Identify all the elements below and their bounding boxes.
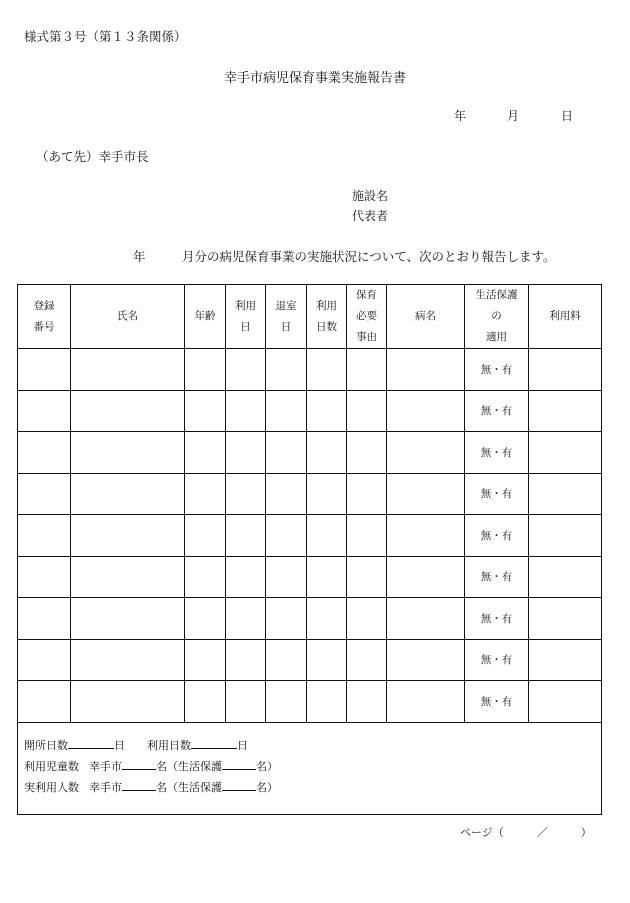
column-header-text: 番号 — [33, 320, 55, 333]
open-days-unit: 日 — [114, 738, 125, 752]
table-cell[interactable] — [387, 473, 465, 515]
children-count-label: 利用児童数 — [24, 759, 79, 773]
table-cell[interactable] — [347, 515, 387, 557]
table-cell[interactable] — [387, 390, 465, 432]
table-cell[interactable] — [185, 639, 226, 681]
column-header-text: 日 — [240, 320, 251, 333]
report-year-label: 年 — [133, 249, 146, 264]
table-cell[interactable] — [266, 390, 307, 432]
table-cell[interactable] — [307, 639, 347, 681]
table-cell[interactable] — [185, 598, 226, 640]
document-title: 幸手市病児保育事業実施報告書 — [223, 71, 406, 86]
table-row — [18, 432, 602, 474]
table-cell[interactable] — [71, 681, 185, 723]
table-cell[interactable] — [71, 432, 185, 474]
column-header — [387, 285, 465, 349]
table-cell[interactable] — [387, 349, 465, 391]
welfare-cell[interactable] — [465, 432, 529, 474]
table-cell[interactable] — [71, 639, 185, 681]
table-row — [18, 598, 602, 640]
actual-welfare-blank[interactable] — [222, 778, 256, 791]
welfare-choice-text: 無・有 — [480, 571, 513, 584]
table-cell[interactable] — [226, 556, 266, 598]
column-header — [185, 285, 226, 349]
date-year-label: 年 — [454, 109, 467, 123]
use-days-label: 利用日数 — [147, 738, 191, 752]
summary-line-children — [24, 756, 601, 777]
table-cell[interactable] — [18, 556, 71, 598]
representative-label: 代表者 — [352, 209, 389, 223]
table-row — [18, 639, 602, 681]
table-cell[interactable] — [71, 598, 185, 640]
table-cell[interactable] — [347, 473, 387, 515]
table-cell[interactable] — [266, 515, 307, 557]
column-header — [529, 285, 602, 349]
column-header — [266, 285, 307, 349]
count-unit: 名 — [156, 780, 167, 794]
table-cell[interactable] — [71, 556, 185, 598]
report-table — [17, 284, 602, 815]
table-cell[interactable] — [266, 681, 307, 723]
column-header — [347, 285, 387, 349]
column-header-text: 退室 — [275, 299, 297, 312]
table-cell[interactable] — [185, 681, 226, 723]
table-cell[interactable] — [307, 349, 347, 391]
column-header-text: 生活保護 — [475, 289, 518, 301]
table-cell[interactable] — [226, 681, 266, 723]
table-cell[interactable] — [266, 598, 307, 640]
table-cell[interactable] — [71, 390, 185, 432]
table-cell[interactable] — [185, 473, 226, 515]
use-days-blank[interactable] — [191, 736, 237, 749]
column-header-text: 病名 — [415, 310, 436, 322]
children-welfare-blank[interactable] — [222, 757, 256, 770]
welfare-choice-text: 無・有 — [480, 488, 513, 501]
column-header-text: 必要 — [356, 310, 377, 322]
welfare-choice-text: 無・有 — [480, 654, 513, 667]
table-cell[interactable] — [529, 598, 602, 640]
welfare-open-label: （生活保護 — [167, 759, 222, 773]
table-cell[interactable] — [387, 639, 465, 681]
column-header — [307, 285, 347, 349]
column-header-text: 事由 — [356, 331, 377, 343]
table-cell[interactable] — [307, 473, 347, 515]
table-cell[interactable] — [266, 473, 307, 515]
date-day-label: 日 — [561, 109, 574, 123]
table-cell[interactable] — [266, 556, 307, 598]
open-days-label: 開所日数 — [24, 738, 68, 752]
welfare-close-label: 名） — [256, 759, 278, 773]
column-header-text: 適用 — [486, 331, 507, 343]
table-cell[interactable] — [18, 598, 71, 640]
column-header-text: 氏名 — [117, 310, 138, 322]
column-header — [71, 285, 185, 349]
table-cell[interactable] — [226, 432, 266, 474]
column-header-text: 保育 — [356, 289, 377, 301]
table-cell[interactable] — [387, 515, 465, 557]
table-cell[interactable] — [266, 349, 307, 391]
table-cell[interactable] — [307, 515, 347, 557]
table-cell[interactable] — [529, 432, 602, 474]
welfare-cell[interactable] — [465, 515, 529, 557]
summary-cell — [18, 722, 602, 814]
date-month-label: 月 — [507, 109, 520, 123]
table-cell[interactable] — [18, 390, 71, 432]
welfare-choice-text: 無・有 — [480, 695, 513, 708]
table-cell[interactable] — [266, 639, 307, 681]
column-header-text: の — [491, 310, 502, 322]
table-cell[interactable] — [529, 390, 602, 432]
table-cell[interactable] — [347, 390, 387, 432]
summary-line-days — [24, 735, 601, 756]
table-cell[interactable] — [226, 639, 266, 681]
table-row — [18, 473, 602, 515]
table-row — [18, 349, 602, 391]
welfare-choice-text: 無・有 — [480, 612, 513, 625]
table-cell[interactable] — [347, 639, 387, 681]
welfare-cell[interactable] — [465, 556, 529, 598]
table-cell[interactable] — [387, 432, 465, 474]
actual-users-blank[interactable] — [122, 778, 156, 791]
table-cell[interactable] — [387, 681, 465, 723]
summary-line-actual — [24, 777, 601, 798]
column-header-text: 日 — [280, 320, 292, 333]
table-cell[interactable] — [185, 432, 226, 474]
actual-users-label: 実利用人数 — [24, 780, 79, 794]
table-cell[interactable] — [387, 598, 465, 640]
table-cell[interactable] — [226, 349, 266, 391]
welfare-cell[interactable] — [465, 390, 529, 432]
column-header — [465, 285, 529, 349]
table-cell[interactable] — [529, 515, 602, 557]
column-header — [18, 285, 71, 349]
table-cell[interactable] — [18, 681, 71, 723]
page-number: ページ（ ／ ） — [460, 826, 592, 839]
welfare-cell[interactable] — [465, 473, 529, 515]
open-days-blank[interactable] — [68, 736, 114, 749]
table-cell[interactable] — [307, 556, 347, 598]
table-cell[interactable] — [226, 473, 266, 515]
table-cell[interactable] — [529, 639, 602, 681]
welfare-cell[interactable] — [465, 681, 529, 723]
table-cell[interactable] — [185, 390, 226, 432]
table-row — [18, 681, 602, 723]
count-unit: 名 — [156, 759, 167, 773]
facility-name-label: 施設名 — [352, 189, 389, 203]
welfare-cell[interactable] — [465, 639, 529, 681]
column-header-text: 日数 — [316, 320, 337, 333]
table-cell[interactable] — [307, 598, 347, 640]
table-cell[interactable] — [71, 349, 185, 391]
table-row — [18, 390, 602, 432]
table-cell[interactable] — [529, 681, 602, 723]
form-number: 様式第３号（第１３条関係） — [24, 29, 187, 44]
table-cell[interactable] — [185, 349, 226, 391]
column-header-text: 年齢 — [194, 310, 216, 322]
table-cell[interactable] — [18, 432, 71, 474]
column-header — [226, 285, 266, 349]
table-cell[interactable] — [226, 390, 266, 432]
city-label: 幸手市 — [89, 759, 122, 773]
table-cell[interactable] — [529, 349, 602, 391]
column-header-text: 登録 — [33, 299, 55, 312]
welfare-cell[interactable] — [465, 349, 529, 391]
table-cell[interactable] — [347, 598, 387, 640]
table-cell[interactable] — [387, 556, 465, 598]
welfare-cell[interactable] — [465, 598, 529, 640]
table-cell[interactable] — [226, 515, 266, 557]
table-cell[interactable] — [307, 390, 347, 432]
table-row — [18, 556, 602, 598]
table-cell[interactable] — [529, 473, 602, 515]
city-label: 幸手市 — [89, 780, 122, 794]
welfare-choice-text: 無・有 — [480, 405, 513, 418]
table-cell[interactable] — [307, 681, 347, 723]
table-cell[interactable] — [347, 349, 387, 391]
welfare-choice-text: 無・有 — [480, 529, 513, 542]
table-header-row — [18, 285, 602, 349]
table-row — [18, 515, 602, 557]
table-cell[interactable] — [18, 473, 71, 515]
table-cell[interactable] — [266, 432, 307, 474]
column-header-text: 利用料 — [549, 310, 581, 322]
table-cell[interactable] — [185, 556, 226, 598]
welfare-open-label: （生活保護 — [167, 780, 222, 794]
children-count-blank[interactable] — [122, 757, 156, 770]
table-cell[interactable] — [18, 349, 71, 391]
table-cell[interactable] — [18, 639, 71, 681]
summary-row — [18, 722, 602, 814]
report-sentence: 月分の病児保育事業の実施状況について、次のとおり報告します。 — [182, 249, 556, 264]
welfare-close-label: 名） — [256, 780, 278, 794]
table-cell[interactable] — [185, 515, 226, 557]
column-header-text: 利用 — [235, 299, 256, 312]
welfare-choice-text: 無・有 — [480, 363, 513, 376]
table-cell[interactable] — [307, 432, 347, 474]
table-cell[interactable] — [226, 598, 266, 640]
table-cell[interactable] — [71, 515, 185, 557]
welfare-choice-text: 無・有 — [480, 446, 513, 459]
table-cell[interactable] — [18, 515, 71, 557]
use-days-unit: 日 — [237, 738, 248, 752]
table-cell[interactable] — [347, 681, 387, 723]
addressee: （あて先）幸手市長 — [36, 149, 149, 164]
table-cell[interactable] — [347, 432, 387, 474]
table-cell[interactable] — [347, 556, 387, 598]
column-header-text: 利用 — [316, 299, 337, 312]
table-cell[interactable] — [71, 473, 185, 515]
table-cell[interactable] — [529, 556, 602, 598]
